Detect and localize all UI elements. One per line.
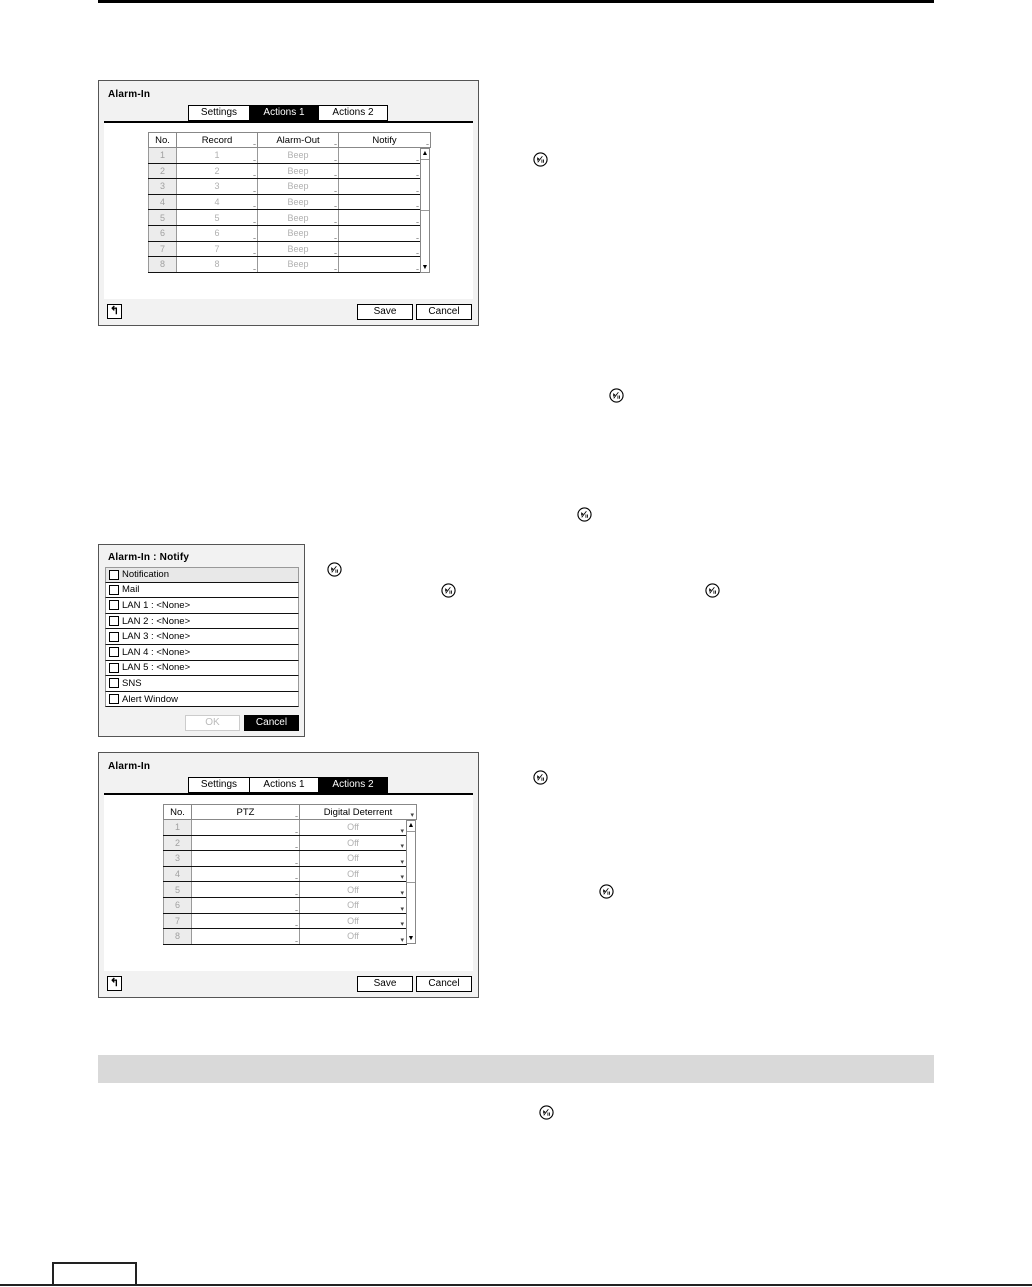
digital-deterrent-cell[interactable]: Off ▾ xyxy=(300,913,407,929)
notify-option-label: Notification xyxy=(122,569,169,581)
tab-rule xyxy=(104,121,473,123)
dialog-title: Alarm-In xyxy=(108,89,151,100)
row-number: 4 xyxy=(149,194,177,210)
col-header-digital-deterrent[interactable]: Digital Deterrent ▾ xyxy=(300,805,417,820)
notify-cell[interactable] xyxy=(339,194,421,210)
ok-button[interactable]: OK xyxy=(185,715,240,731)
checkbox[interactable] xyxy=(109,694,119,704)
table-row[interactable] xyxy=(149,163,431,179)
col-header-record[interactable]: Record ... xyxy=(177,133,258,148)
notify-cell[interactable] xyxy=(339,148,421,164)
row-number: 8 xyxy=(164,929,192,945)
digital-deterrent-cell[interactable]: Off ▾ xyxy=(300,835,407,851)
table-row[interactable] xyxy=(149,257,431,273)
play-pause-dial-icon xyxy=(609,388,624,403)
ptz-cell[interactable] xyxy=(192,835,300,851)
row-number: 3 xyxy=(149,179,177,195)
table-row[interactable] xyxy=(149,179,431,195)
tab-actions-2[interactable]: Actions 2 xyxy=(318,777,388,793)
page-number-tab xyxy=(52,1262,137,1286)
notify-option[interactable] xyxy=(105,598,299,614)
notify-option-label: Mail xyxy=(122,584,140,596)
checkbox[interactable] xyxy=(109,647,119,657)
col-header-no: No. xyxy=(164,805,192,820)
digital-deterrent-cell[interactable]: Off ▾ xyxy=(300,851,407,867)
tab-actions-2[interactable]: Actions 2 xyxy=(318,105,388,121)
table-row[interactable] xyxy=(164,820,417,836)
record-cell[interactable]: 6 ... xyxy=(177,225,258,241)
notify-option[interactable] xyxy=(105,583,299,599)
row-number: 8 xyxy=(149,257,177,273)
digital-deterrent-cell[interactable]: Off ▾ xyxy=(300,897,407,913)
alarm-out-cell[interactable]: Beep ... xyxy=(258,225,339,241)
col-header-no: No. xyxy=(149,133,177,148)
row-number: 1 xyxy=(149,148,177,164)
notify-option[interactable] xyxy=(105,661,299,677)
row-number: 2 xyxy=(164,835,192,851)
notify-option-label: LAN 5 : <None> xyxy=(122,662,191,674)
play-pause-dial-icon xyxy=(327,562,342,577)
scroll-up-icon[interactable]: ▲ xyxy=(421,150,429,157)
alarm-out-cell[interactable]: Beep ... xyxy=(258,210,339,226)
alarm-out-cell[interactable]: Beep ... xyxy=(258,148,339,164)
checkbox[interactable] xyxy=(109,678,119,688)
notify-option[interactable] xyxy=(105,629,299,645)
back-arrow-icon[interactable]: ↰ xyxy=(107,976,122,991)
dialog-footer xyxy=(99,299,478,325)
table-row[interactable] xyxy=(164,882,417,898)
row-number: 3 xyxy=(164,851,192,867)
record-cell[interactable]: 4 ... xyxy=(177,194,258,210)
cancel-button[interactable]: Cancel xyxy=(416,976,472,992)
table-scrollbar[interactable] xyxy=(406,820,416,944)
notify-option-label: LAN 3 : <None> xyxy=(122,631,191,643)
alarm-out-cell[interactable]: Beep ... xyxy=(258,194,339,210)
table-row[interactable] xyxy=(164,835,417,851)
table-row[interactable] xyxy=(164,913,417,929)
ptz-cell[interactable] xyxy=(192,820,300,836)
notify-option-label: LAN 4 : <None> xyxy=(122,646,191,658)
col-header-ptz[interactable]: PTZ ... xyxy=(192,805,300,820)
checkbox[interactable] xyxy=(109,600,119,610)
notify-options-list xyxy=(105,567,299,707)
ptz-cell[interactable] xyxy=(192,851,300,867)
notify-cell[interactable] xyxy=(339,163,421,179)
scroll-thumb[interactable] xyxy=(407,831,415,883)
play-pause-dial-icon xyxy=(539,1105,554,1120)
dialog-title: Alarm-In xyxy=(108,761,151,772)
row-number: 7 xyxy=(164,913,192,929)
notify-option[interactable] xyxy=(105,645,299,661)
alarm-out-cell[interactable]: Beep ... xyxy=(258,257,339,273)
save-button[interactable]: Save xyxy=(357,976,413,992)
digital-deterrent-cell[interactable]: Off ▾ xyxy=(300,866,407,882)
alarm-in-actions1-dialog xyxy=(98,80,479,326)
alarm-out-cell[interactable]: Beep ... xyxy=(258,179,339,195)
record-cell[interactable]: 7 ... xyxy=(177,241,258,257)
row-number: 6 xyxy=(164,897,192,913)
scroll-thumb[interactable] xyxy=(421,159,429,211)
table-row[interactable] xyxy=(164,897,417,913)
tab-rule xyxy=(104,793,473,795)
ptz-cell[interactable] xyxy=(192,913,300,929)
actions1-table xyxy=(148,132,431,273)
ptz-cell[interactable] xyxy=(192,897,300,913)
tab-bar xyxy=(188,105,387,121)
notify-option[interactable] xyxy=(105,692,299,708)
table-row[interactable] xyxy=(164,929,417,945)
table-row[interactable] xyxy=(149,148,431,164)
table-row[interactable] xyxy=(149,225,431,241)
section-heading-bar xyxy=(98,1055,934,1083)
digital-deterrent-cell[interactable]: Off ▾ xyxy=(300,929,407,945)
tab-actions-1[interactable]: Actions 1 xyxy=(249,777,319,793)
row-number: 5 xyxy=(164,882,192,898)
notify-option[interactable] xyxy=(105,567,299,583)
notify-option[interactable] xyxy=(105,614,299,630)
row-number: 4 xyxy=(164,866,192,882)
tab-actions-1[interactable]: Actions 1 xyxy=(249,105,319,121)
play-pause-dial-icon xyxy=(705,583,720,598)
table-row[interactable] xyxy=(164,851,417,867)
col-header-notify[interactable]: Notify ... xyxy=(339,133,431,148)
alarm-in-actions2-dialog xyxy=(98,752,479,998)
notify-option-label: SNS xyxy=(122,677,142,689)
scroll-down-icon[interactable]: ▼ xyxy=(421,264,429,271)
dialog-footer xyxy=(99,971,478,997)
actions2-table xyxy=(163,804,417,945)
alarm-in-notify-dialog xyxy=(98,544,305,737)
row-number: 1 xyxy=(164,820,192,836)
play-pause-dial-icon xyxy=(577,507,592,522)
checkbox[interactable] xyxy=(109,663,119,673)
scroll-up-icon[interactable]: ▲ xyxy=(407,822,415,829)
ptz-cell[interactable] xyxy=(192,882,300,898)
play-pause-dial-icon xyxy=(441,583,456,598)
notify-option[interactable] xyxy=(105,676,299,692)
notify-option-label: LAN 2 : <None> xyxy=(122,615,191,627)
alarm-out-cell[interactable]: Beep ... xyxy=(258,163,339,179)
play-pause-dial-icon xyxy=(599,884,614,899)
row-number: 2 xyxy=(149,163,177,179)
tab-bar xyxy=(188,777,387,793)
digital-deterrent-cell[interactable]: Off ▾ xyxy=(300,820,407,836)
table-row[interactable] xyxy=(149,210,431,226)
record-cell[interactable]: 2 ... xyxy=(177,163,258,179)
scroll-down-icon[interactable]: ▼ xyxy=(407,935,415,942)
row-number: 6 xyxy=(149,225,177,241)
checkbox[interactable] xyxy=(109,616,119,626)
alarm-out-cell[interactable]: Beep ... xyxy=(258,241,339,257)
header-rule xyxy=(98,0,934,3)
tab-settings[interactable]: Settings xyxy=(188,105,250,121)
cancel-button[interactable]: Cancel xyxy=(244,715,299,731)
notify-cell[interactable] xyxy=(339,210,421,226)
dialog-title: Alarm-In : Notify xyxy=(108,552,190,563)
record-cell[interactable]: 1 ... xyxy=(177,148,258,164)
notify-cell[interactable] xyxy=(339,257,421,273)
checkbox[interactable] xyxy=(109,570,119,580)
ptz-cell[interactable] xyxy=(192,866,300,882)
play-pause-dial-icon xyxy=(533,770,548,785)
notify-cell[interactable] xyxy=(339,241,421,257)
checkbox[interactable] xyxy=(109,585,119,595)
record-cell[interactable]: 5 ... xyxy=(177,210,258,226)
footer-rule xyxy=(0,1284,1032,1286)
digital-deterrent-cell[interactable]: Off ▾ xyxy=(300,882,407,898)
notify-cell[interactable] xyxy=(339,179,421,195)
col-header-alarm-out[interactable]: Alarm-Out ... xyxy=(258,133,339,148)
back-arrow-icon[interactable]: ↰ xyxy=(107,304,122,319)
table-scrollbar[interactable] xyxy=(420,148,430,273)
notify-cell[interactable] xyxy=(339,225,421,241)
row-number: 7 xyxy=(149,241,177,257)
record-cell[interactable]: 3 ... xyxy=(177,179,258,195)
table-row[interactable] xyxy=(164,866,417,882)
tab-settings[interactable]: Settings xyxy=(188,777,250,793)
table-row[interactable] xyxy=(149,241,431,257)
ptz-cell[interactable] xyxy=(192,929,300,945)
notify-option-label: LAN 1 : <None> xyxy=(122,599,191,611)
cancel-button[interactable]: Cancel xyxy=(416,304,472,320)
save-button[interactable]: Save xyxy=(357,304,413,320)
play-pause-dial-icon xyxy=(533,152,548,167)
row-number: 5 xyxy=(149,210,177,226)
record-cell[interactable]: 8 ... xyxy=(177,257,258,273)
table-row[interactable] xyxy=(149,194,431,210)
notify-option-label: Alert Window xyxy=(122,693,178,705)
checkbox[interactable] xyxy=(109,632,119,642)
